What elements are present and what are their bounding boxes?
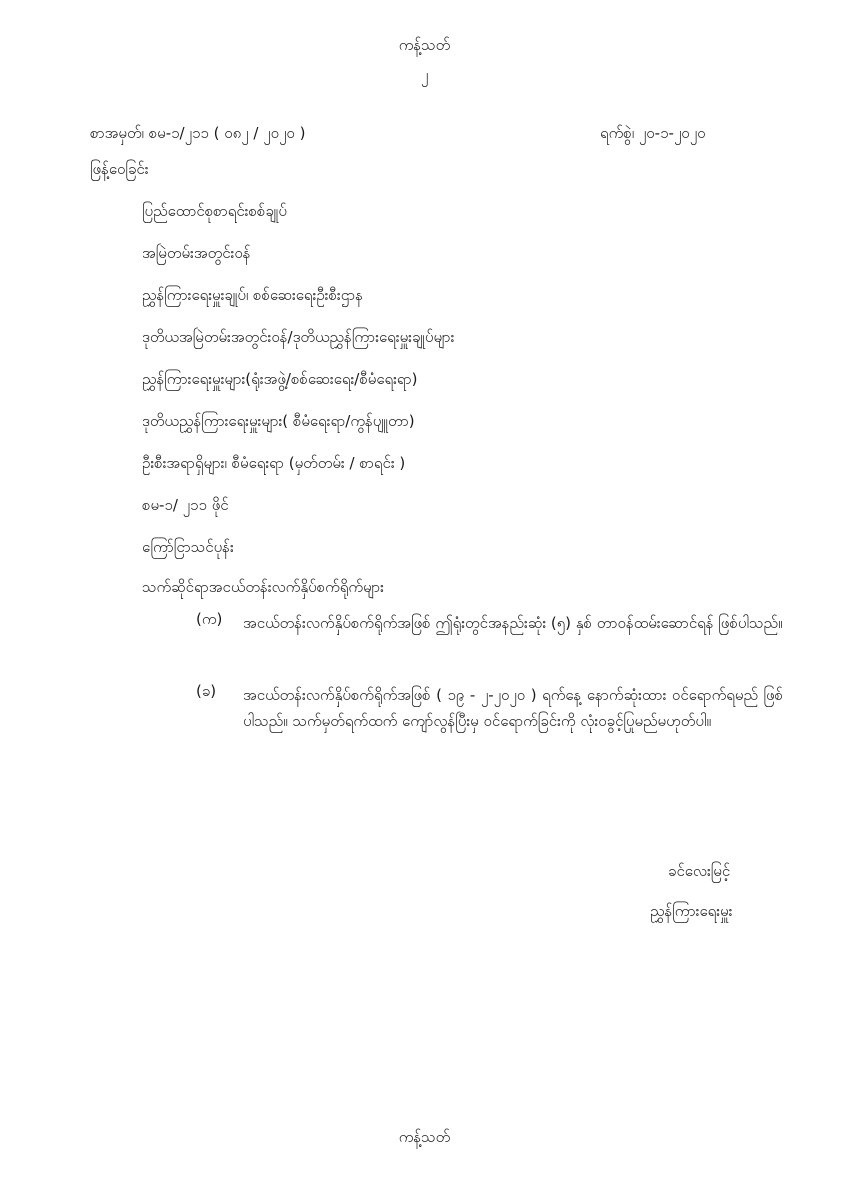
recipient-item: ဒုတိယညွှန်ကြားရေးမှူးများ( စီမံရေးရာ/ကွန်ပျူတာ) [142,412,415,430]
recipient-item: စမ-၁/ ၂၁၁ ဖိုင် [142,496,229,514]
item-text: အငယ်တန်းလက်နှိပ်စက်ရိုက်အဖြစ် ဤရုံးတွင်အနည်းဆုံး (၅) နှစ် တာဝန်ထမ်းဆောင်ရန် ဖြစ်ပါသည်။ [243,614,783,632]
recipient-item: ညွှန်ကြားရေးမှူးများ(ရုံးအဖွဲ့/စစ်ဆေးရေး/စီမံရေးရာ) [142,370,418,388]
recipient-item: ဦးစီးအရာရှိများ၊ စီမံရေးရာ (မှတ်တမ်း / စာရင်း ) [142,454,406,472]
recipient-item: ပြည်ထောင်စုစာရင်းစစ်ချုပ် [142,202,287,220]
item-text: အငယ်တန်းလက်နှိပ်စက်ရိုက်အဖြစ် ( ၁၉ - ၂-၂၀၂၀ ) ရက်နေ့ နောက်ဆုံးထား ဝင်ရောက်ရမည် ဖြစ်ပါသည်။ သက်မှတ်ရက်ထက် ကျော်လွန်ပြီးမှ ဝင်ရောက်ခြင်းကို လုံးဝခွင့်ပြုမည်မဟုတ်ပါ။ [243,686,783,730]
reference-number: စာအမှတ်၊ စမ-၁/၂၁၁ ( ၀၈၂ / ၂၀၂၀ ) [90,124,306,142]
recipient-item: ညွှန်ကြားရေးမှူးချုပ်၊ စစ်ဆေးရေးဦးစီးဌာန [142,286,363,304]
recipient-item: အမြဲတမ်းအတွင်းဝန် [142,244,251,262]
classification-footer: ကန့်သတ် [398,1128,451,1146]
subject-line: သက်ဆိုင်ရာအငယ်တန်းလက်နှိပ်စက်ရိုက်များ [142,578,384,596]
classification-header: ကန့်သတ် [398,36,451,54]
page-number: ၂ [420,66,429,84]
distribution-heading: ဖြန့်ဝေခြင်း [90,160,149,178]
item-marker: (ခ) [196,682,217,700]
item-marker: (က) [196,610,223,628]
signatory-title: ညွှန်ကြားရေးမှူး [650,902,733,920]
reference-date: ရက်စွဲ၊ ၂၀-၁-၂၀၂၀ [600,124,706,142]
recipient-item: ကြော်ငြာသင်ပုန်း [142,538,234,556]
recipient-item: ဒုတိယအမြဲတမ်းအတွင်းဝန်/ဒုတိယညွှန်ကြားရေးမှူးချုပ်များ [142,328,455,346]
signatory-name: ခင်လေးမြင့် [668,862,731,880]
